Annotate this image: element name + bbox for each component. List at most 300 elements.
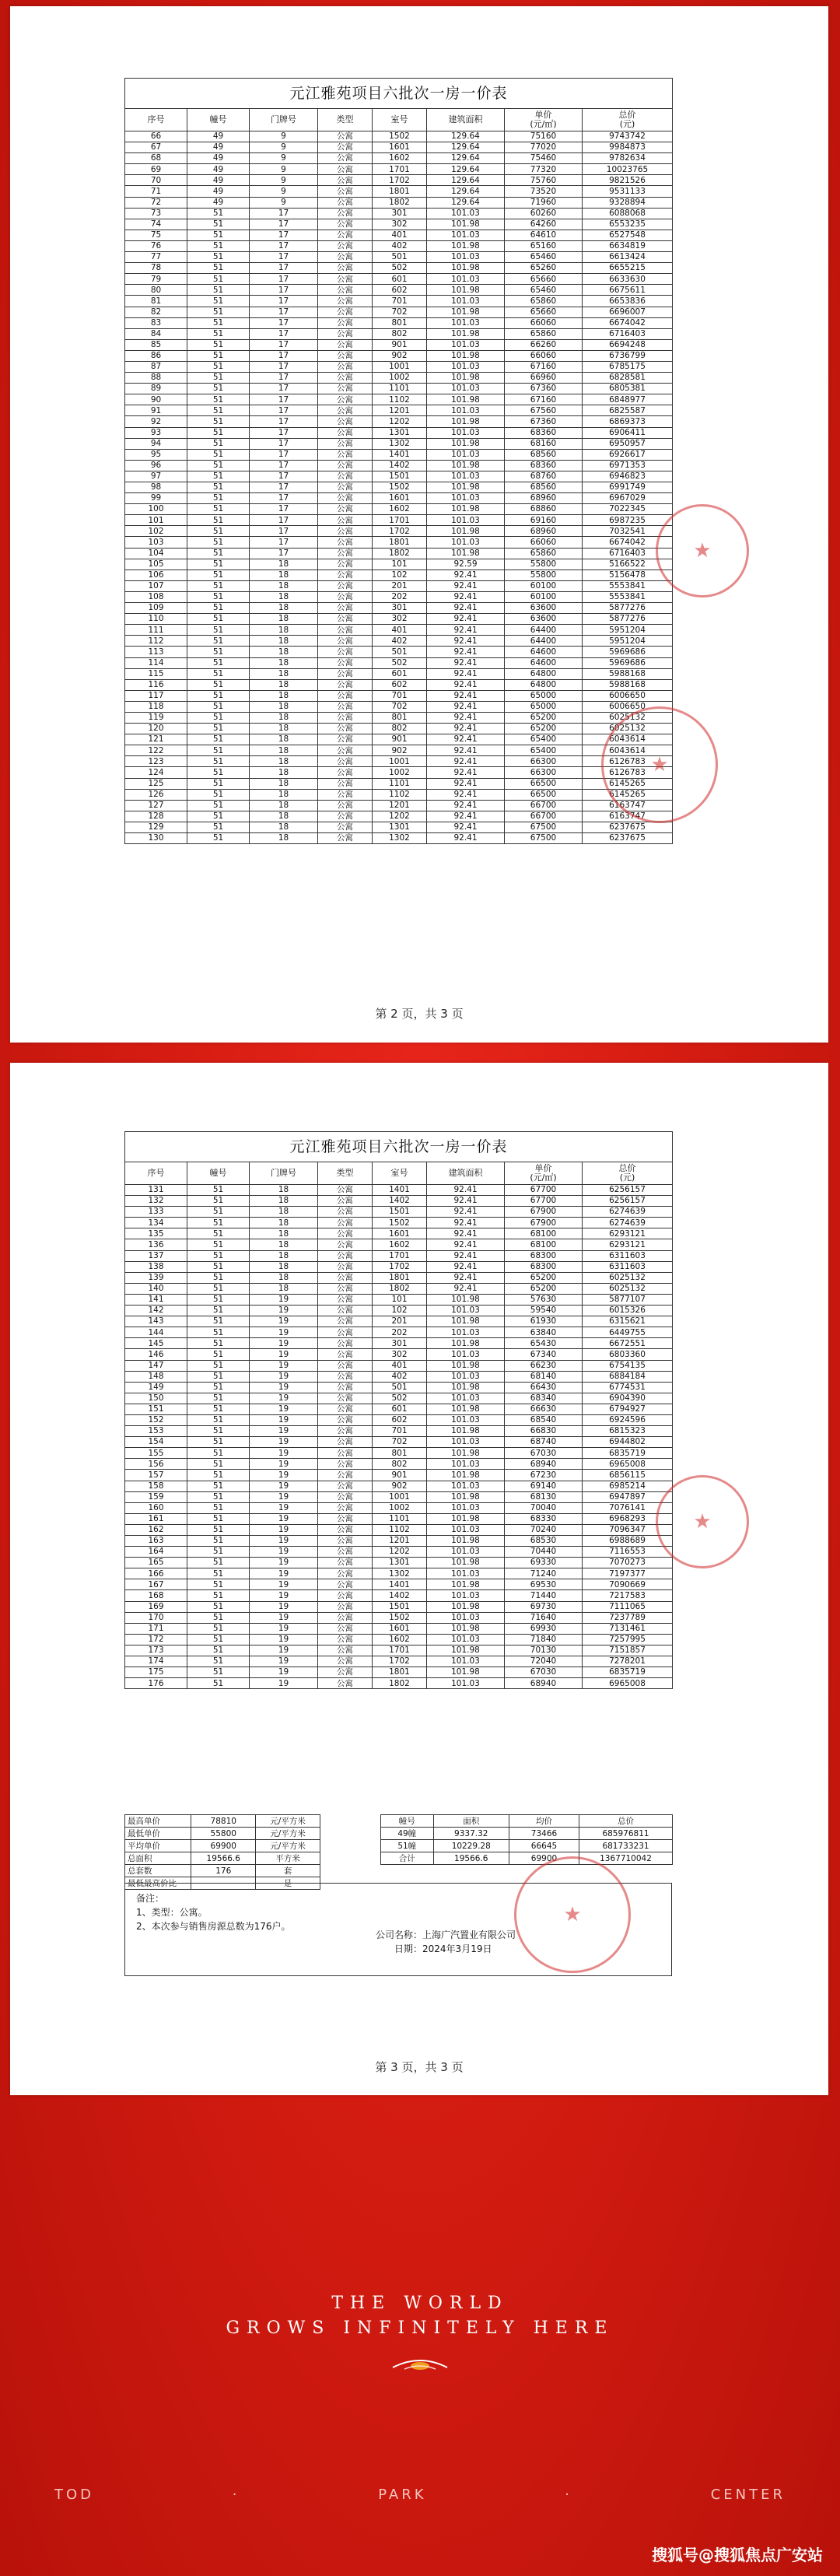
summary-header-cell: 面积 [433,1815,509,1828]
table-row [125,1207,673,1218]
table-cell: 6527548 [583,230,673,240]
table-cell: 501 [373,1382,427,1393]
table-cell: 801 [373,317,427,328]
table-cell: 1501 [373,471,427,482]
table-cell: 19 [250,1360,318,1371]
table-cell: 公寓 [318,724,373,734]
table-cell: 公寓 [318,230,373,240]
table-cell: 公寓 [318,153,373,164]
table-row [125,614,673,625]
table-cell: 5877107 [583,1294,673,1305]
table-cell: 69 [125,164,187,175]
table-cell: 101.98 [427,350,505,361]
table-cell: 51 [187,1459,250,1470]
table-cell: 101.03 [427,537,505,548]
table-cell: 公寓 [318,1306,373,1316]
summary-cell: 平方米 [256,1852,320,1865]
table-cell: 92.41 [427,1283,505,1294]
table-cell: 51 [187,350,250,361]
table-row [125,471,673,482]
table-cell: 6025132 [583,712,673,723]
table-cell: 92.41 [427,800,505,811]
table-row [125,460,673,471]
table-cell: 101.03 [427,252,505,263]
table-cell: 公寓 [318,625,373,636]
table-cell: 51 [187,373,250,384]
table-cell: 公寓 [318,1459,373,1470]
summary-row [381,1852,673,1865]
table-cell: 64400 [505,636,583,647]
table-cell: 92.59 [427,559,505,570]
table-cell: 6825587 [583,405,673,416]
table-cell: 92.41 [427,1272,505,1283]
table-cell: 168 [125,1590,187,1601]
table-cell: 6274639 [583,1207,673,1218]
table-cell: 6924596 [583,1414,673,1425]
summary-cell: 78810 [191,1815,256,1828]
table-cell: 101.03 [427,515,505,526]
table-cell: 公寓 [318,701,373,712]
table-cell: 18 [250,767,318,778]
summary-row [381,1840,673,1852]
table-cell: 155 [125,1448,187,1459]
table-row [125,504,673,515]
table-cell: 51 [187,1437,250,1448]
table-cell: 公寓 [318,800,373,811]
table-row [125,1481,673,1491]
table-cell: 1001 [373,1491,427,1502]
table-cell: 135 [125,1228,187,1239]
table-cell: 103 [125,537,187,548]
table-cell: 6674042 [583,317,673,328]
table-cell: 92.41 [427,1196,505,1207]
table-row [125,1338,673,1349]
table-cell: 51 [187,559,250,570]
table-cell: 6655215 [583,263,673,274]
table-row [125,1590,673,1601]
table-cell: 6025132 [583,1283,673,1294]
table-cell: 68160 [505,438,583,449]
table-row [125,1656,673,1667]
company-label: 公司名称： [376,1929,423,1940]
table-cell: 公寓 [318,570,373,580]
summary-header-cell: 幢号 [381,1815,434,1828]
table-cell: 公寓 [318,131,373,142]
table-cell: 162 [125,1524,187,1535]
table-cell: 92.41 [427,734,505,745]
table-cell: 51 [187,580,250,591]
table-cell: 19 [250,1491,318,1502]
summary-cell: 是 [256,1877,320,1890]
table-cell: 18 [250,789,318,800]
table-cell: 17 [250,515,318,526]
table-cell: 17 [250,438,318,449]
table-cell: 92.41 [427,745,505,756]
table-cell: 公寓 [318,142,373,153]
table-cell: 6006650 [583,690,673,701]
summary-row [125,1840,320,1852]
table-cell: 17 [250,427,318,438]
table-cell: 1201 [373,405,427,416]
table-cell: 86 [125,350,187,361]
table-cell: 51 [187,1601,250,1612]
table-cell: 公寓 [318,219,373,230]
table-cell: 1802 [373,548,427,559]
note-2: 2、本次参与销售房源总数为176户。 [136,1921,291,1932]
table-cell: 6653836 [583,296,673,307]
table-cell: 公寓 [318,307,373,317]
table-cell: 18 [250,1196,318,1207]
table-cell: 6856115 [583,1470,673,1481]
table-cell: 公寓 [318,164,373,175]
table-cell: 106 [125,570,187,580]
table-cell: 公寓 [318,1371,373,1382]
table-cell: 65200 [505,724,583,734]
table-cell: 114 [125,657,187,668]
table-cell: 101.03 [427,1414,505,1425]
table-cell: 公寓 [318,175,373,186]
table-cell: 64600 [505,647,583,657]
table-cell: 51 [187,208,250,219]
table-cell: 6674042 [583,537,673,548]
table-cell: 19 [250,1294,318,1305]
table-row [125,1601,673,1612]
table-cell: 6988689 [583,1536,673,1547]
table-cell: 171 [125,1623,187,1634]
table-cell: 公寓 [318,1513,373,1524]
table-cell: 17 [250,493,318,504]
table-cell: 101.98 [427,1426,505,1437]
table-cell: 92.41 [427,767,505,778]
table-cell: 1802 [373,1678,427,1689]
table-cell: 6967029 [583,493,673,504]
table-cell: 116 [125,679,187,690]
table-cell: 6716403 [583,548,673,559]
table-cell: 92.41 [427,811,505,822]
table-cell: 1101 [373,778,427,789]
table-row [125,1623,673,1634]
table-cell: 公寓 [318,778,373,789]
summary-cell: 套 [256,1865,320,1877]
table-cell: 51 [187,1250,250,1261]
table-cell: 66260 [505,339,583,350]
table-cell: 公寓 [318,1645,373,1656]
table-cell: 301 [373,208,427,219]
table-cell: 601 [373,668,427,679]
column-header: 门牌号 [250,109,318,131]
table-cell: 51 [187,515,250,526]
table-cell: 51 [187,1185,250,1196]
summary-cell: 66645 [509,1840,579,1852]
table-cell: 105 [125,559,187,570]
table-row [125,274,673,285]
table-cell: 公寓 [318,1261,373,1272]
table-row [125,1371,673,1382]
table-cell: 66 [125,131,187,142]
table-cell: 6449755 [583,1327,673,1338]
table-cell: 65660 [505,274,583,285]
table-cell: 101.98 [427,263,505,274]
table-cell: 65430 [505,1338,583,1349]
table-cell: 公寓 [318,493,373,504]
table-row [125,668,673,679]
table-cell: 18 [250,778,318,789]
table-cell: 公寓 [318,438,373,449]
table-cell: 公寓 [318,427,373,438]
table-cell: 67030 [505,1667,583,1678]
table-cell: 公寓 [318,1502,373,1513]
table-cell: 95 [125,449,187,460]
table-row [125,1645,673,1656]
table-cell: 101.98 [427,1601,505,1612]
table-cell: 51 [187,307,250,317]
table-cell: 701 [373,1426,427,1437]
table-cell: 64260 [505,219,583,230]
table-cell: 80 [125,285,187,296]
table-row [125,1524,673,1535]
table-cell: 6237675 [583,822,673,832]
table-cell: 101.98 [427,1667,505,1678]
table-cell: 172 [125,1634,187,1645]
table-cell: 公寓 [318,1272,373,1283]
table-row [125,482,673,493]
summary-cell: 平均单价 [125,1840,191,1852]
table-cell: 65000 [505,701,583,712]
table-row [125,449,673,460]
table-cell: 18 [250,679,318,690]
table-cell: 公寓 [318,1404,373,1414]
table-cell: 51 [187,1382,250,1393]
table-cell: 92.41 [427,580,505,591]
table-cell: 19 [250,1481,318,1491]
table-cell: 201 [373,580,427,591]
table-cell: 101.03 [427,1327,505,1338]
table-cell: 公寓 [318,614,373,625]
table-cell: 51 [187,1414,250,1425]
table-cell: 18 [250,734,318,745]
table-cell: 65400 [505,734,583,745]
table-cell: 7131461 [583,1623,673,1634]
table-cell: 51 [187,548,250,559]
table-cell: 6803360 [583,1349,673,1360]
table-cell: 19 [250,1437,318,1448]
table-cell: 6256157 [583,1185,673,1196]
summary-cell: 19566.6 [433,1852,509,1865]
summary-row [125,1815,320,1828]
table-row [125,1250,673,1261]
summary-cell: 合计 [381,1852,434,1865]
table-cell: 19 [250,1558,318,1568]
table-cell: 公寓 [318,647,373,657]
table-cell: 6946823 [583,471,673,482]
table-cell: 68940 [505,1459,583,1470]
table-cell: 51 [187,1228,250,1239]
table-cell: 901 [373,339,427,350]
price-sheet-page-3 [10,1063,828,2095]
table-cell: 101.98 [427,482,505,493]
table-cell: 102 [373,570,427,580]
table-cell: 68330 [505,1513,583,1524]
table-cell: 公寓 [318,1656,373,1667]
table-cell: 51 [187,339,250,350]
table-row [125,1294,673,1305]
summary-cell: 最低单价 [125,1828,191,1840]
table-cell: 51 [187,1612,250,1623]
table-cell: 18 [250,1185,318,1196]
table-row [125,296,673,307]
table-cell: 96 [125,460,187,471]
table-row [125,1185,673,1196]
table-cell: 149 [125,1382,187,1393]
table-cell: 7070273 [583,1558,673,1568]
table-cell: 70240 [505,1524,583,1535]
table-cell: 92.41 [427,625,505,636]
table-cell: 68140 [505,1371,583,1382]
table-row [125,1502,673,1513]
table-cell: 51 [187,504,250,515]
table-cell: 1601 [373,493,427,504]
table-cell: 51 [187,296,250,307]
company-seal: ★ [656,1475,749,1568]
table-cell: 5553841 [583,591,673,602]
table-cell: 公寓 [318,822,373,832]
table-cell: 101.98 [427,1316,505,1327]
table-cell: 1001 [373,756,427,767]
table-cell: 126 [125,789,187,800]
table-cell: 65860 [505,548,583,559]
table-cell: 51 [187,1338,250,1349]
table-cell: 302 [373,614,427,625]
table-cell: 6015326 [583,1306,673,1316]
table-cell: 101.98 [427,1382,505,1393]
table-cell: 92.41 [427,712,505,723]
table-cell: 70440 [505,1547,583,1558]
table-cell: 1102 [373,789,427,800]
table-cell: 6754135 [583,1360,673,1371]
table-cell: 1301 [373,1558,427,1568]
table-cell: 51 [187,1590,250,1601]
table-cell: 67230 [505,1470,583,1481]
table-cell: 92 [125,416,187,427]
table-cell: 6145265 [583,789,673,800]
table-cell: 公寓 [318,756,373,767]
table-cell: 66060 [505,537,583,548]
table-cell: 51 [187,1558,250,1568]
table-cell: 18 [250,625,318,636]
table-cell: 69330 [505,1558,583,1568]
table-cell: 1702 [373,526,427,537]
table-cell: 131 [125,1185,187,1196]
tod-separator: · [565,2487,572,2503]
table-cell: 公寓 [318,767,373,778]
table-cell: 6634819 [583,240,673,251]
table-cell: 公寓 [318,833,373,844]
table-row [125,657,673,668]
table-cell: 125 [125,778,187,789]
table-cell: 602 [373,1414,427,1425]
table-cell: 71960 [505,197,583,208]
table-cell: 17 [250,317,318,328]
table-cell: 9328894 [583,197,673,208]
table-cell: 101.03 [427,339,505,350]
table-cell: 129.64 [427,131,505,142]
table-cell: 1701 [373,1250,427,1261]
table-cell: 19 [250,1513,318,1524]
table-cell: 55800 [505,559,583,570]
table-cell: 公寓 [318,559,373,570]
table-cell: 92.41 [427,1218,505,1228]
table-cell: 19 [250,1568,318,1579]
table-cell: 18 [250,811,318,822]
table-cell: 64400 [505,625,583,636]
column-header: 建筑面积 [427,109,505,131]
table-cell: 146 [125,1349,187,1360]
table-cell: 51 [187,1547,250,1558]
page-number: 第 2 页，共 3 页 [375,1007,464,1021]
table-cell: 101.03 [427,1634,505,1645]
table-cell: 19 [250,1536,318,1547]
table-cell: 5969686 [583,657,673,668]
table-cell: 93 [125,427,187,438]
table-cell: 101.98 [427,416,505,427]
table-cell: 51 [187,1239,250,1250]
table-cell: 9984873 [583,142,673,153]
table-cell: 117 [125,690,187,701]
table-cell: 18 [250,1261,318,1272]
table-cell: 17 [250,307,318,317]
table-cell: 公寓 [318,1601,373,1612]
table-cell: 67160 [505,361,583,372]
table-row [125,438,673,449]
table-cell: 137 [125,1250,187,1261]
table-cell: 802 [373,328,427,339]
table-cell: 公寓 [318,504,373,515]
table-cell: 68960 [505,526,583,537]
table-cell: 7151857 [583,1645,673,1656]
table-cell: 68860 [505,504,583,515]
table-cell: 128 [125,811,187,822]
table-cell: 公寓 [318,471,373,482]
table-cell: 51 [187,1481,250,1491]
table-cell: 6947897 [583,1491,673,1502]
table-cell: 65160 [505,240,583,251]
table-row [125,778,673,789]
table-cell: 174 [125,1656,187,1667]
table-row [125,1426,673,1437]
table-cell: 1601 [373,142,427,153]
table-cell: 92.41 [427,1207,505,1218]
table-cell: 6869373 [583,416,673,427]
table-row [125,405,673,416]
table-cell: 51 [187,1261,250,1272]
table-cell: 公寓 [318,1283,373,1294]
table-cell: 121 [125,734,187,745]
table-cell: 94 [125,438,187,449]
table-cell: 132 [125,1196,187,1207]
table-cell: 1301 [373,822,427,832]
date-label: 日期： [394,1943,423,1954]
column-header: 总价 (元) [583,109,673,131]
table-cell: 1601 [373,1228,427,1239]
table-cell: 76 [125,240,187,251]
table-cell: 902 [373,350,427,361]
table-cell: 92.41 [427,822,505,832]
table-cell: 1802 [373,197,427,208]
table-row [125,1239,673,1250]
table-cell: 101.03 [427,427,505,438]
table-cell: 66960 [505,373,583,384]
table-cell: 122 [125,745,187,756]
